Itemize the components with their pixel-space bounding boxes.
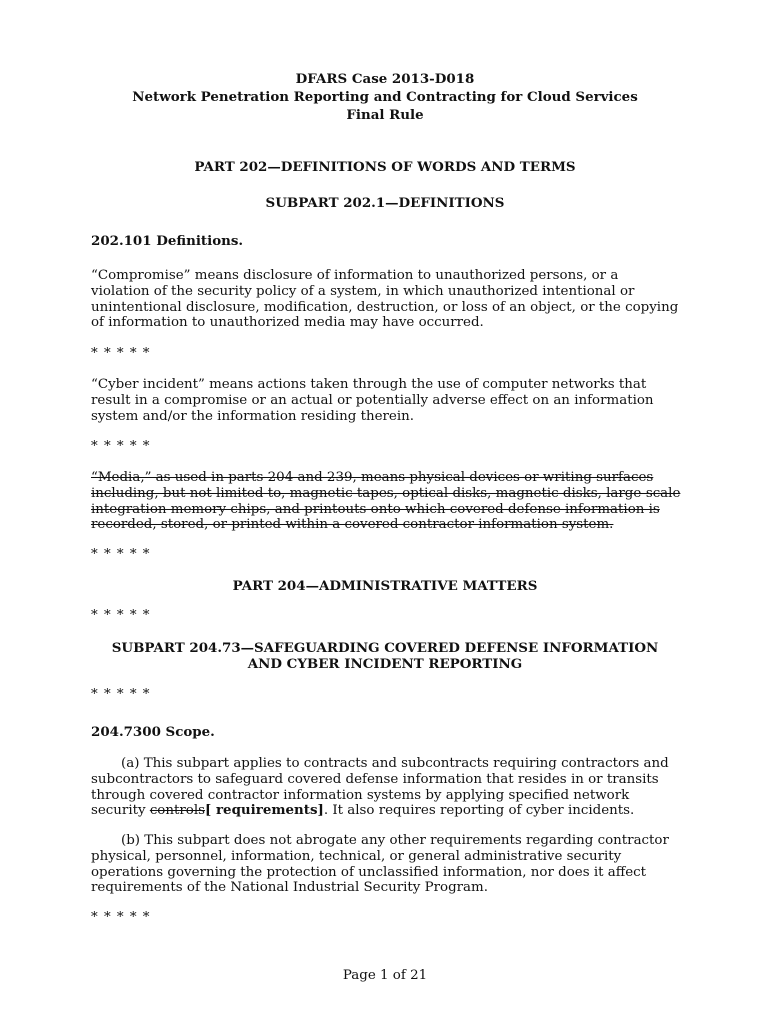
scope-a-text-end: . It also requires reporting of cyber incidents. [323,803,635,819]
definition-cyber-incident: “Cyber incident” means actions taken through the use of computer networks that result in a compromise or an actual or potentially adverse effect on an information system and/or the information residing therein. [91,377,654,424]
case-number: DFARS Case 2013-D018 [295,71,475,87]
page-number: Page 1 of 21 [342,968,428,983]
scope-paragraph-a [91,756,681,819]
document-header [60,72,710,123]
deleted-word-controls: controls [149,803,205,819]
subpart-204-73-line2: AND CYBER INCIDENT REPORTING [247,655,523,672]
ellipsis-stars: * * * * * [91,910,151,925]
ellipsis-stars: * * * * * [91,608,151,623]
subpart-204-73-line1: SUBPART 204.73—SAFEGUARDING COVERED DEFENSE INFORMATION [111,640,659,656]
rule-type: Final Rule [346,106,424,123]
ellipsis-stars: * * * * * [91,687,151,702]
rule-title: Network Penetration Reporting and Contracting for Cloud Services [132,88,638,105]
section-204-7300-heading: 204.7300 Scope. [91,724,215,740]
section-202-101-heading: 202.101 Definitions. [91,233,244,249]
scope-paragraph-b: (b) This subpart does not abrogate any other requirements regarding contractor physical, personnel, information, technical, or general administrative security operations governing the protection of unclassified information, nor does it affect requirements of the National Industrial Security Program. [91,833,669,896]
ellipsis-stars: * * * * * [91,346,151,361]
part-204-heading: PART 204—ADMINISTRATIVE MATTERS [232,578,538,594]
definition-media-deleted: “Media,” as used in parts 204 and 239, means physical devices or writing surfaces including, but not limited to, magnetic tapes, optical disks, magnetic disks, large-scale integration memory chips, and printouts onto which covered defense information is recorded, stored, or printed within a covered contractor information system. [91,470,681,533]
ellipsis-stars: * * * * * [91,547,151,562]
definition-compromise: “Compromise” means disclosure of information to unauthorized persons, or a violation of the security policy of a system, in which unauthorized intentional or unintentional disclosure, modification, destruction, or loss of an object, or the copying of information to unauthorized media may have occurred. [91,268,679,331]
inserted-word-requirements: [ requirements] [205,802,324,819]
subpart-204-73-heading [60,641,710,673]
part-202-heading: PART 202—DEFINITIONS OF WORDS AND TERMS [194,159,576,175]
ellipsis-stars: * * * * * [91,439,151,454]
scope-a-text: (a) This subpart applies to contracts and subcontracts requiring contractors and subcontractors to safeguard covered defense information that resides in or transits through covered contractor information systems by applying specified network security [91,756,669,819]
subpart-202-1-heading: SUBPART 202.1—DEFINITIONS [265,195,505,211]
